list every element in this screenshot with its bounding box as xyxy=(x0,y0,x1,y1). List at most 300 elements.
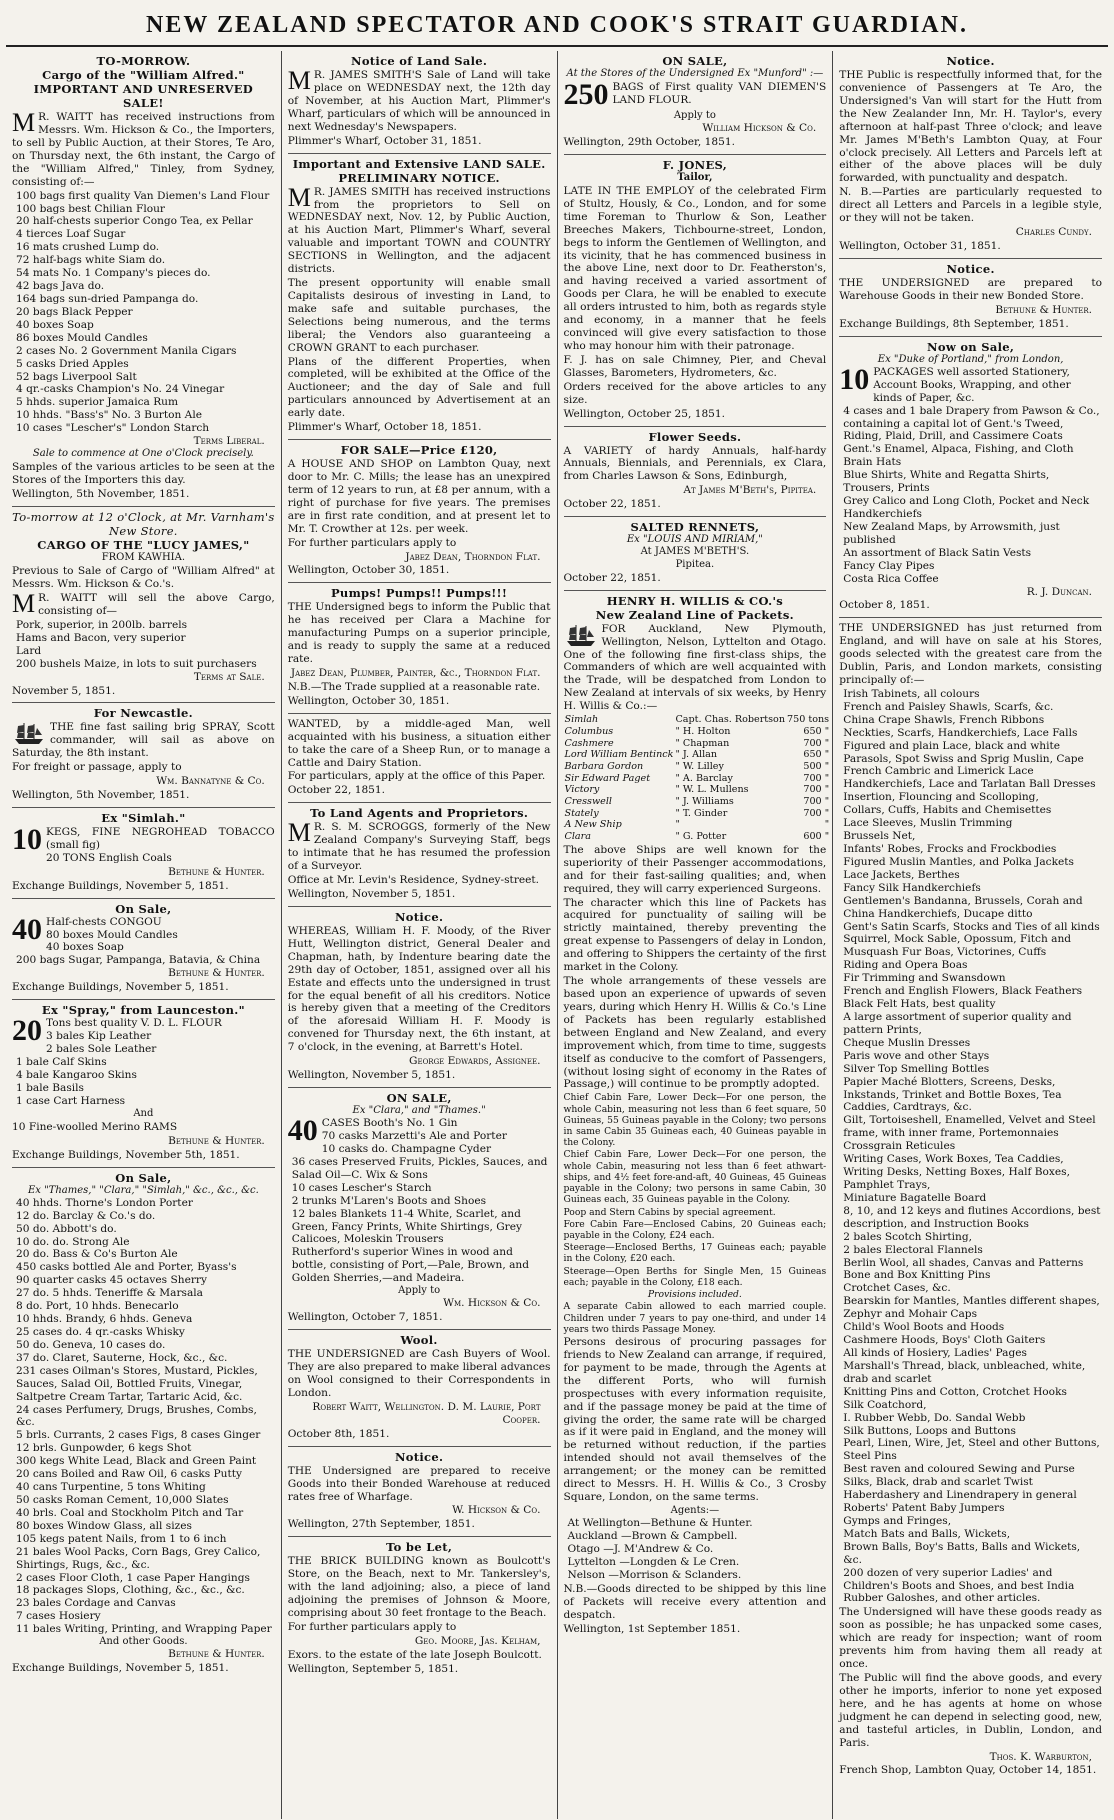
ad-body: Apply to xyxy=(673,109,716,121)
ad-body: N.B.—Goods directed to be shipped by this line of Packets will receive every attention and despatch. xyxy=(563,1582,827,1621)
ad-body: M R. WAITT will sell the above Cargo, consisting of— xyxy=(12,589,275,619)
list-item: 300 kegs White Lead, Black and Green Paint xyxy=(16,1455,257,1468)
list-item: French and Paisley Shawls, Scarfs, &c. xyxy=(843,700,1054,713)
list-item: An assortment of Black Satin Vests xyxy=(843,546,1032,559)
table-row xyxy=(564,819,831,831)
column-4 xyxy=(833,51,1108,1819)
big-number: 10 xyxy=(839,362,870,396)
ad-date: November 5, 1851. xyxy=(12,684,116,697)
ad-date: Wellington, 29th October, 1851. xyxy=(563,135,735,148)
list-item: Papier Maché Blotters, Screens, Desks, Inkstands, Trinket and Bottle Boxes, Tea Caddies, Cardtrays, &c. xyxy=(843,1075,1062,1114)
ad-title: Wool. xyxy=(400,1333,438,1348)
ad-body: Apply to xyxy=(398,1285,441,1297)
ad-body: WHEREAS, William H. F. Moody, of the River Hutt, Wellington district, General Dealer and Chapman, hath, by Indenture bearing date the 29th day of October, 1851, assigned over all his Estate and effects unto the undersigned in trust for the equal benefit of all his creditors. Notice is hereby given that a meeting of the Creditors of the aforesaid William H. F. Moody is convened for Thursday next, the 6th instant, at 7 o'clock, in the evening, at Barrett's Hotel. xyxy=(287,924,551,1054)
ship-name: Clara xyxy=(564,831,591,843)
list-item: Silk Buttons, Loops and Buttons xyxy=(843,1424,1016,1437)
list-item: 3 bales Kip Leather xyxy=(46,1030,152,1043)
list-item: 18 packages Slops, Clothing, &c., &c., &c. xyxy=(16,1584,245,1597)
ad-body: For particulars, apply at the office of this Paper. xyxy=(287,770,546,783)
ad-title: FOR SALE—Price £120, xyxy=(340,443,498,458)
ship-capt: " G. Potter xyxy=(675,831,727,843)
list-item: Fancy Clay Pipes xyxy=(843,559,935,572)
agents-list xyxy=(564,1517,827,1582)
ad-body: A HOUSE AND SHOP on Lambton Quay, next door to Mr. C. Mills; the lease has an unexpired term of 12 years to run, at £8 per annum, with a right of purchase for five years. The premises are in first rate condition, and at present let to Mr. T. Crowther at 12s. per week. xyxy=(287,458,551,535)
list-item: 100 bags best Chilian Flour xyxy=(16,202,165,215)
ad-body: F. J. has on sale Chimney, Pier, and Cheval Glasses, Barometers, Hydrometers, &c. xyxy=(563,353,827,379)
ship-tons: 750 tons xyxy=(787,714,830,726)
list-item: 36 cases Preserved Fruits, Pickles, Sauces, and Salad Oil—C. Wix & Sons xyxy=(291,1155,548,1181)
list-item: 231 cases Oilman's Stores, Mustard, Pickles, Sauces, Salad Oil, Bottled Fruits, Vinegar, Saltpetre Cream Tartar, Tartaric Acid, &c. xyxy=(16,1364,258,1403)
ad-ex-spray xyxy=(12,1000,275,1167)
list-item: Bearskin for Mantles, Mantles different shapes, Zephyr and Mohair Caps xyxy=(843,1295,1100,1321)
ad-subtitle: Ex "Clara," and "Thames." xyxy=(352,1104,486,1116)
item-list xyxy=(839,362,1102,586)
list-item: Silver Top Smelling Bottles xyxy=(843,1062,990,1075)
list-item: Grey Calico and Long Cloth, Pocket and Neck Handkerchiefs xyxy=(843,495,1090,520)
ad-notice-moody xyxy=(288,907,551,1088)
list-item: China Crape Shawls, French Ribbons xyxy=(843,713,1045,726)
ship-capt: " W. L. Mullens xyxy=(675,784,749,796)
ad-body: WANTED, by a middle-aged Man, well acquainted with his business, a situation either to take the care of a Sheep Run, or to manage a Cattle and Dairy Station. xyxy=(287,717,551,769)
list-item: 2 bales Electoral Flannels xyxy=(843,1243,983,1256)
ad-body: Plans of the different Properties, when completed, will be exhibited at the Office of the Auctioneer; and the day of Sale and full particulars announced by Advertisement at an early date. xyxy=(287,355,551,420)
ship-tons: " xyxy=(824,819,830,831)
item-list xyxy=(12,912,275,968)
ship-name: Cashmere xyxy=(564,737,614,749)
column-2 xyxy=(282,51,558,1819)
ad-ex-simlah xyxy=(12,808,275,899)
ad-subtitle: At the Stores of the Undersigned Ex "Munford" :— xyxy=(566,68,824,80)
list-item: 10 hhds. Brandy, 6 hhds. Geneva xyxy=(16,1313,193,1326)
list-item: Brussels Net, xyxy=(843,830,916,843)
list-item: 80 boxes Mould Candles xyxy=(46,928,178,941)
list-item: 10 casks do. Champagne Cyder xyxy=(321,1143,492,1155)
ad-subtitle: FROM KAWHIA. xyxy=(101,552,186,564)
drop-cap: M xyxy=(287,182,311,212)
ad-body: Persons desirous of procuring passages for friends to New Zealand can arrange, if required, for payment to be made, through the Agents at the different Ports, who will furnish prospectuses with every information requisite, and if the passage money be paid at the time of giving the order, the same rate will be charged as if it were paid in England, and the money will be returned without reduction, if the parties intended should not avail themselves of the arrangement; or the money can be remitted direct to Messrs. H. H. Willis & Co., 3 Crosby Square, London, on the same terms. xyxy=(563,1335,827,1504)
list-item: Hams and Bacon, very superior xyxy=(16,631,186,644)
ad-date: Exchange Buildings, November 5th, 1851. xyxy=(12,1148,240,1161)
list-item: 4 tierces Loaf Sugar xyxy=(16,228,126,241)
ad-body: The character which this line of Packets has acquired for punctuality of sailing will be strictly maintained, thereby preventing the great expense to Passengers of delay in London, and offering to Shippers the certainty of the first market in the Colony. xyxy=(563,896,827,974)
list-item: 70 casks Marzetti's Ale and Porter xyxy=(321,1130,507,1143)
ad-body: M R. S. M. SCROGGS, formerly of the New Zealand Company's Surveying Staff, begs to intimate that he has resumed the profession of a Surveyor. xyxy=(287,818,551,873)
ad-signature: R. J. Duncan. xyxy=(1026,585,1092,598)
ad-body: 10 KEGS, FINE NEGROHEAD TOBACCO (small fig) 20 TONS English Coals xyxy=(12,823,275,864)
list-item: All kinds of Hosiery, Ladies' Pages xyxy=(843,1346,1027,1359)
list-item: 40 cans Turpentine, 5 tons Whiting xyxy=(16,1481,206,1494)
list-item: Auckland —Brown & Campbell. xyxy=(567,1530,738,1543)
ship-name: Barbara Gordon xyxy=(564,760,644,772)
list-item: Crossgrain Reticules xyxy=(843,1140,956,1153)
list-item: Miniature Bagatelle Board xyxy=(843,1191,987,1204)
list-item: 20 cans Boiled and Raw Oil, 6 casks Putty xyxy=(16,1468,243,1481)
ship-capt: " A. Barclay xyxy=(675,772,733,784)
ad-title: ON SALE, xyxy=(662,54,728,68)
ad-title: Pumps! Pumps!! Pumps!!! xyxy=(330,586,508,601)
list-item: 5 casks Dried Apples xyxy=(16,357,129,370)
ad-body: THE UNDERSIGNED are prepared to Warehouse Goods in their new Bonded Store. xyxy=(839,276,1102,302)
ad-subtitle: Ex "Duke of Portland," from London, xyxy=(877,353,1064,365)
ad-date: Plimmer's Wharf, October 18, 1851. xyxy=(287,421,482,434)
list-item: 50 do. Abbott's do. xyxy=(16,1222,117,1235)
ad-date: Wellington, 5th November, 1851. xyxy=(12,789,190,802)
ad-notice-warehouse xyxy=(839,259,1102,337)
list-item: Parasols, Spot Swiss and Sprig Muslin, Cape xyxy=(843,752,1084,765)
agents-title: Agents:— xyxy=(670,1504,720,1516)
ship-tons: 700 " xyxy=(803,737,830,749)
list-item: Gilt, Tortoiseshell, Enamelled, Velvet and Steel frame, with inner frame, Portemonnaies xyxy=(843,1114,1096,1140)
list-item: 5 hhds. superior Jamaica Rum xyxy=(16,396,179,409)
ad-title: Notice of Land Sale. xyxy=(351,54,488,68)
list-item: Blue Shirts, White and Regatta Shirts, Trousers, Prints xyxy=(843,469,1050,495)
list-item: 52 bags Liverpool Salt xyxy=(16,370,137,383)
ad-title: HENRY H. WILLIS & CO.'s xyxy=(606,593,784,608)
list-item: Infants' Robes, Frocks and Frockbodies xyxy=(843,843,1057,856)
ad-date: Wellington, November 5, 1851. xyxy=(287,887,456,900)
ad-and: And xyxy=(133,1107,154,1119)
ad-date: Wellington, October 30, 1851. xyxy=(287,564,450,577)
ad-date: Wellington, October 7, 1851. xyxy=(287,1311,443,1324)
ad-f-jones xyxy=(564,155,827,427)
ad-subtitle: Ex "Thames," "Clara," "Simlah," &c., &c., &c. xyxy=(27,1184,259,1196)
list-item: Marshall's Thread, black, unbleached, white, drab and scarlet xyxy=(843,1359,1086,1385)
list-item: PACKAGES well assorted Stationery, Account Books, Wrapping, and other kinds of Paper, &c. xyxy=(873,365,1071,404)
ad-body: M R. WAITT has received instructions from Messrs. Wm. Hickson & Co., the Importers, to sell by Public Auction, at their Stores, Te Aro, on Thursday next, the 6th instant, the Cargo of the "William Alfred," Tinley, from Sydney, consisting of:— xyxy=(12,108,275,188)
list-item: Lace Jackets, Berthes xyxy=(843,868,960,881)
ad-body: THE Undersigned begs to inform the Public that he has received per Clara a Machine for manufacturing Pumps on a superior principle, and is ready to supply the same at a reduced rate. xyxy=(287,601,551,666)
list-item: Paris wove and other Stays xyxy=(843,1049,990,1062)
table-row xyxy=(564,808,831,820)
ad-signature: Bethune & Hunter. xyxy=(168,1648,265,1661)
ad-notice-land-sale xyxy=(288,51,551,154)
fare-note: Chief Cabin Fare, Lower Deck—For one person, the whole Cabin, measuring not less than 6 feet athwart-ships, and 4½ feet fore-and-aft, 40 Guineas, 45 Guineas payable in the Colony; two persons in same Cabin, 30 Guineas each, 35 Guineas payable in the Colony. xyxy=(563,1149,827,1206)
ad-for-newcastle xyxy=(12,703,275,808)
ship-name: Stately xyxy=(564,807,599,819)
ship-name: Cresswell xyxy=(564,796,612,808)
ad-date: Wellington, October 25, 1851. xyxy=(563,407,726,420)
ship-capt: " Chapman xyxy=(675,737,730,749)
list-item: Pearl, Linen, Wire, Jet, Steel and other Buttons, Steel Pins xyxy=(843,1437,1100,1463)
ad-body: The present opportunity will enable small Capitalists desirous of investing in Land, to make safe and suitable purchases, the Selections being numerous, and the terms liberal; the Vendors also guaranteeing a CROWN GRANT to each purchaser. xyxy=(287,277,551,354)
list-item: Child's Wool Boots and Hoods xyxy=(843,1321,1005,1334)
list-item: Writing Cases, Work Boxes, Tea Caddies, Writing Desks, Netting Boxes, Half Boxes, Pamphlet Trays, xyxy=(843,1153,1070,1191)
item-list xyxy=(12,1197,275,1636)
ad-body: 10 Fine-woolled Merino RAMS xyxy=(12,1120,178,1133)
ad-body: THE fine fast sailing brig SPRAY, Scott commander, will sail as above on Saturday, the 8th instant. xyxy=(12,721,275,760)
ships-table xyxy=(564,714,831,843)
ad-body: The Undersigned will have these goods ready as soon as possible; he has unpacked some cases, which are ready for inspection; want of room prevents him from having them all ready at once. xyxy=(839,1606,1102,1671)
ad-warburton xyxy=(839,618,1102,1782)
drop-cap: M xyxy=(12,108,36,138)
item-list xyxy=(12,1014,275,1107)
ad-for-sale-house xyxy=(288,440,551,583)
list-item: Lyttelton —Longden & Le Cren. xyxy=(567,1555,740,1568)
ad-land-sale xyxy=(288,154,551,441)
list-item: 164 bags sun-dried Pampanga do. xyxy=(16,292,199,305)
ad-title: Notice. xyxy=(946,54,995,68)
column-3 xyxy=(558,51,834,1819)
ship-capt: " H. Holton xyxy=(675,725,731,737)
ad-on-sale-thames xyxy=(12,1168,275,1681)
ship-capt: " T. Ginder xyxy=(675,807,728,819)
ad-date: French Shop, Lambton Quay, October 14, 1851. xyxy=(839,1764,1097,1777)
list-item: Collars, Cuffs, Habits and Chemisettes xyxy=(843,804,1052,817)
ad-date: Exchange Buildings, November 5, 1851. xyxy=(12,879,229,892)
list-item: 2 bales Sole Leather xyxy=(46,1043,157,1056)
list-item: Haberdashery and Linendrapery in general xyxy=(843,1489,1077,1502)
list-item: 40 boxes Soap xyxy=(46,941,124,954)
list-item: 8, 10, and 12 keys and flutines Accordions, best description, and Instruction Books xyxy=(843,1204,1101,1230)
ad-subtitle: At JAMES M'BETH'S. xyxy=(640,546,750,558)
list-item: A large assortment of superior quality and pattern Prints, xyxy=(843,1011,1072,1036)
list-item: Riding and Opera Boas xyxy=(843,959,968,972)
list-item: 4 cases and 1 bale Drapery from Pawson & Co., containing a capital lot of Gent.'s Tweed, Riding, Plaid, Drill, and Cassimere Coats xyxy=(843,404,1100,443)
list-item: Gent's Satin Scarfs, Stocks and Ties of all kinds xyxy=(843,920,1100,933)
ad-signature: Thos. K. Warburton, xyxy=(989,1750,1092,1763)
ad-date: Wellington, October 30, 1851. xyxy=(287,694,450,707)
ad-title: Now on Sale, xyxy=(927,339,1015,354)
list-item: 1 bale Basils xyxy=(16,1081,84,1094)
table-row xyxy=(564,738,831,750)
list-item: Neckties, Scarfs, Handkerchiefs, Lace Falls xyxy=(843,726,1078,739)
list-item: 86 boxes Mould Candles xyxy=(16,331,148,344)
ad-signature: William Hickson & Co. xyxy=(702,121,817,134)
list-item: 10 cases "Lescher's" London Starch xyxy=(16,422,210,435)
list-item: Pork, superior, in 200lb. barrels xyxy=(16,618,188,631)
list-item: 2 cases Floor Cloth, 1 case Paper Hangings xyxy=(16,1571,250,1584)
list-item: 12 bales Blankets 11-4 White, Scarlet, and Green, Fancy Prints, White Shirtings, Grey Calicoes, Moleskin Trousers xyxy=(291,1207,522,1246)
ad-body: For further particulars apply to xyxy=(287,536,457,549)
ad-body: Exors. to the estate of the late Joseph Boulcott. xyxy=(287,1648,542,1661)
ad-subtitle: Ex "LOUIS AND MIRIAM," xyxy=(626,534,763,546)
big-number: 40 xyxy=(12,912,42,946)
ship-tons: 500 " xyxy=(803,760,830,772)
list-item: Silk Coatchord, xyxy=(843,1398,927,1411)
ad-title: F. JONES, xyxy=(662,157,728,172)
ad-signature: Bethune & Hunter. xyxy=(168,865,265,878)
ad-to-be-let xyxy=(288,1537,551,1680)
big-number: 20 xyxy=(12,1014,42,1048)
ship-capt: " xyxy=(675,819,680,831)
fare-note: Fore Cabin Fare—Enclosed Cabins, 20 Guineas each; payable in the Colony, £24 each. xyxy=(563,1218,827,1242)
ad-signature: Wm. Bannatyne & Co. xyxy=(156,775,265,788)
list-item: 54 mats No. 1 Company's pieces do. xyxy=(16,267,211,280)
ad-wool xyxy=(288,1330,551,1446)
ad-date: October 22, 1851. xyxy=(563,571,661,584)
list-item: Otago —J. M'Andrew & Co. xyxy=(567,1543,714,1555)
list-item: 50 casks Roman Cement, 10,000 Slates xyxy=(16,1493,229,1506)
ad-body: The whole arrangements of these vessels are based upon an experience of upwards of seven years, during which Henry H. Willis & Co.'s Line of Packets has been regularly established between England and New Zealand, and every improvement which, from time to time, suggests itself as conducive to the comfort of Passengers, (without losing sight of economy in the Rates of Passage,) will continue to be promptly adopted. xyxy=(563,975,827,1091)
ship-tons: 700 " xyxy=(803,784,830,796)
ad-date: Wellington, 5th November, 1851. xyxy=(12,488,190,501)
ad-title: On Sale, xyxy=(115,901,172,916)
ship-icon xyxy=(12,721,46,745)
list-item: 10 cases Lescher's Starch xyxy=(291,1181,432,1194)
list-item: Berlin Wool, all shades, Canvas and Patterns xyxy=(843,1256,1084,1269)
masthead: NEW ZEALAND SPECTATOR AND COOK'S STRAIT GUARDIAN. xyxy=(6,8,1108,47)
list-item: 20 bags Black Pepper xyxy=(16,305,133,318)
ad-body: The Public will find the above goods, and every other he imports, inferior to none yet exposed here, and he has agents at home on whose judgment he can depend in selecting good, new, and tasteful articles, in Dublin, London, and Paris. xyxy=(839,1672,1102,1749)
ad-terms: Terms at Sale. xyxy=(193,670,265,683)
ad-signature: Robert Waitt, Wellington. D. M. Laurie, Port Cooper. xyxy=(312,1400,541,1426)
table-row xyxy=(564,831,831,843)
ad-body: LATE IN THE EMPLOY of the celebrated Firm of Stultz, Hously, & Co., London, and for some time Foreman to Thurlow & Son, Leather Breeches Makers, Tichbourne-street, London, begs to inform the Gentlemen of Wellington, and its vicinity, that he has commenced business in the above Line, next door to Dr. Featherston's, and having received a varied assortment of Goods per Clara, he will be enabled to execute all orders intrusted to him, both as regards style and economy, in a manner that he feels convinced will give every satisfaction to those who may honour him with their patronage. xyxy=(563,184,827,352)
ad-date: Wellington, November 5, 1851. xyxy=(287,1069,456,1082)
list-item: At Wellington—Bethune & Hunter. xyxy=(567,1517,753,1530)
ad-body: M R. JAMES SMITH has received instructions from the proprietors to Sell on WEDNESDAY next, Nov. 12, by Public Auction, at his Auction Mart, Plimmer's Wharf, several valuable and important TOWN and COUNTRY SECTIONS in Wellington, and the adjacent districts. xyxy=(287,182,551,276)
ad-body: The above Ships are well known for the superiority of their Passenger accommodations, and for their fast-sailing qualities; and, when required, they will carry experienced Surgeons. xyxy=(563,843,827,895)
list-item: 10 hhds. "Bass's" No. 3 Burton Ale xyxy=(16,409,202,422)
ship-icon xyxy=(564,623,598,647)
ship-name: A New Ship xyxy=(564,819,622,831)
ad-duke-of-portland xyxy=(839,337,1102,619)
list-item: 42 bags Java do. xyxy=(16,280,105,293)
ad-body: A VARIETY of hardy Annuals, half-hardy Annuals, Biennials, and Perennials, ex Clara, from Charles Lawson & Sons, Edinburgh, xyxy=(563,444,827,483)
ship-name: Simlah xyxy=(564,714,599,726)
list-item: Brown Balls, Boy's Batts, Balls and Wickets, &c. xyxy=(843,1540,1081,1566)
list-item: 4 bale Kangaroo Skins xyxy=(16,1068,137,1081)
ad-notice-bonded xyxy=(288,1447,551,1538)
big-number: 250 xyxy=(563,78,609,112)
ad-and: And other Goods. xyxy=(99,1636,188,1648)
list-item: Nelson —Morrison & Sclanders. xyxy=(567,1568,742,1581)
list-item: 90 quarter casks 45 octaves Sherry xyxy=(16,1274,207,1287)
fare-note: Chief Cabin Fare, Lower Deck—For one person, the whole Cabin, measuring not less than 6 feet square, 50 Guineas, 55 Guineas payable in the Colony; two persons in same Cabin 35 Guineas each, 40 Guineas payable in the Colony. xyxy=(563,1092,827,1149)
list-item: French Cambric and Limerick Lace Handkerchiefs, Lace and Tarlatan Ball Dresses xyxy=(843,765,1096,791)
list-item: CASES Booth's No. 1 Gin xyxy=(321,1117,458,1130)
ad-title: TO-MORROW. xyxy=(96,54,191,68)
list-item: Cashmere Hoods, Boys' Cloth Gaiters xyxy=(843,1334,1046,1347)
ad-date: Wellington, September 5, 1851. xyxy=(287,1662,459,1675)
ad-on-sale-gin xyxy=(288,1088,551,1330)
ad-body: THE UNDERSIGNED has just returned from England, and will have on sale at his Stores, goods selected with the greatest care from the Dublin, Paris, and London markets, consisting principally of:— xyxy=(839,622,1102,687)
ad-subtitle: PRELIMINARY NOTICE. xyxy=(338,170,500,185)
list-item: French and English Flowers, Black Feathers xyxy=(843,985,1083,998)
ad-date: Wellington, October 31, 1851. xyxy=(839,240,1001,252)
ad-title: Ex "Spray," from Launceston." xyxy=(41,1003,245,1018)
ad-date: Exchange Buildings, 8th September, 1851. xyxy=(839,317,1069,330)
list-item: Match Bats and Balls, Wickets, xyxy=(843,1527,1011,1540)
ship-capt: " W. Lilley xyxy=(675,760,724,772)
item-list xyxy=(287,1114,551,1285)
list-item: Fir Trimming and Swansdown xyxy=(843,972,1006,985)
ad-on-sale-flour xyxy=(564,51,827,155)
list-item: Half-chests CONGOU xyxy=(46,915,162,928)
column-1 xyxy=(6,51,282,1819)
item-list xyxy=(12,619,275,671)
list-item: 21 bales Wool Packs, Corn Bags, Grey Calico, Shirtings, Rugs, &c., &c. xyxy=(16,1545,261,1571)
ad-signature: Jabez Dean, Plumber, Painter, &c., Thorndon Flat. xyxy=(290,667,541,680)
ad-signature: George Edwards, Assignee. xyxy=(409,1055,541,1068)
ad-title: ON SALE, xyxy=(386,1090,452,1105)
table-row xyxy=(564,773,831,785)
list-item: 12 do. Barclay & Co.'s do. xyxy=(16,1209,156,1222)
list-item: 23 bales Cordage and Canvas xyxy=(16,1597,176,1610)
fare-note: Steerage—Enclosed Berths, 17 Guineas each; payable in the Colony, £20 each. xyxy=(563,1242,827,1265)
table-row xyxy=(564,796,831,808)
list-item: Crotchet Cases, &c. xyxy=(843,1282,951,1295)
list-item: Cheque Muslin Dresses xyxy=(843,1036,971,1049)
list-item: 200 bushels Maize, in lots to suit purchasers xyxy=(16,657,257,670)
ad-date: Wellington, 1st September 1851. xyxy=(563,1622,741,1635)
ad-william-alfred xyxy=(12,51,275,507)
list-item: 200 dozen of very superior Ladies' and Children's Boots and Shoes, and best India Rubber Galoshes, and other articles. xyxy=(843,1566,1075,1605)
ad-lucy-james xyxy=(12,507,275,703)
item-list xyxy=(839,688,1102,1605)
table-row xyxy=(564,726,831,738)
list-item: 80 boxes Window Glass, all sizes xyxy=(16,1519,192,1532)
ad-willis-packets xyxy=(563,591,830,1641)
ship-tons: 650 " xyxy=(803,725,830,737)
ad-title: To Land Agents and Proprietors. xyxy=(310,806,529,821)
ad-terms: Terms Liberal. xyxy=(193,435,265,448)
table-row xyxy=(564,714,831,726)
list-item: 200 bags Sugar, Pampanga, Batavia, & China xyxy=(16,954,261,967)
list-item: Fancy Silk Handkerchiefs xyxy=(843,881,981,894)
list-item: 450 casks bottled Ale and Porter, Byass's xyxy=(16,1261,237,1274)
ship-name: Victory xyxy=(564,784,600,796)
ad-signature: Jabez Dean, Thorndon Flat. xyxy=(405,550,541,563)
ad-title: For Newcastle. xyxy=(93,706,193,721)
list-item: 100 bags first quality Van Diemen's Land Flour xyxy=(16,189,270,202)
ad-title: Notice. xyxy=(946,261,995,276)
ad-date: October 22, 1851. xyxy=(287,784,386,797)
ship-name: Lord William Bentinck xyxy=(564,749,674,761)
ad-flower-seeds xyxy=(564,427,827,518)
ad-title: Flower Seeds. xyxy=(648,429,742,444)
ship-tons: 700 " xyxy=(803,796,830,808)
ad-signature: Bethune & Hunter. xyxy=(168,1134,265,1147)
list-item: Bone and Box Knitting Pins xyxy=(843,1269,991,1282)
ad-subtitle: IMPORTANT AND UNRESERVED SALE! xyxy=(33,82,254,111)
ad-date: October 8, 1851. xyxy=(839,599,930,612)
drop-cap: M xyxy=(12,589,36,619)
fare-note: Provisions included. xyxy=(647,1289,742,1301)
ad-title: Important and Extensive LAND SALE. xyxy=(292,156,546,171)
list-item: Gymps and Fringes, xyxy=(843,1514,952,1527)
list-item: Rutherford's superior Wines in wood and bottle, consisting of Port,—Pale, Brown, and Golden Sherries,—and Madeira. xyxy=(291,1246,529,1285)
ship-name: Sir Edward Paget xyxy=(564,772,651,784)
list-item: Figured Muslin Mantles, and Polka Jackets xyxy=(843,855,1074,868)
list-item: New Zealand Maps, by Arrowsmith, just published xyxy=(843,520,1060,546)
ad-body: THE Undersigned are prepared to receive Goods into their Bonded Warehouse at reduced rates free of Wharfage. xyxy=(287,1464,551,1503)
ad-note: Previous to Sale of Cargo of "William Alfred" at Messrs. Wm. Hickson & Co.'s. xyxy=(12,565,275,591)
list-item: Lard xyxy=(16,644,42,657)
ad-title: To be Let, xyxy=(386,1540,453,1555)
table-row xyxy=(564,784,831,796)
list-item: 2 cases No. 2 Government Manila Cigars xyxy=(16,344,237,357)
list-item: 7 cases Hosiery xyxy=(16,1610,101,1623)
ad-signature: Bethune & Hunter. xyxy=(168,967,265,980)
list-item: Tons best quality V. D. L. FLOUR xyxy=(46,1017,222,1030)
ad-body: THE BRICK BUILDING known as Boulcott's Store, on the Beach, next to Mr. Tankersley's, with the land adjoining; also, a piece of land adjoining the premises of Johnson & Moore, comprising about 30 feet frontage to the Beach. xyxy=(287,1555,551,1619)
list-item: Insertion, Flouncing and Scolloping, xyxy=(843,791,1039,804)
list-item: 20 half-chests superior Congo Tea, ex Pellar xyxy=(16,215,253,228)
list-item: 72 half-bags white Siam do. xyxy=(16,254,166,267)
ad-body: THE UNDERSIGNED are Cash Buyers of Wool. They are also prepared to make liberal advances on Wool consigned to their Correspondents in London. xyxy=(287,1348,551,1399)
ad-date: Exchange Buildings, November 5, 1851. xyxy=(12,1662,229,1675)
ad-date: October 8th, 1851. xyxy=(287,1427,390,1440)
list-item: Best raven and coloured Sewing and Purse Silks, Black, drab and scarlet Twist xyxy=(843,1463,1075,1489)
fare-note: Steerage—Open Berths for Single Men, 15 Guineas each; payable in the Colony, £18 each. xyxy=(563,1265,827,1288)
ad-subtitle: CARGO OF THE "LUCY JAMES," xyxy=(37,538,250,553)
list-item: Black Felt Hats, best quality xyxy=(843,998,996,1011)
ad-subtitle: New Zealand Line of Packets. xyxy=(595,607,794,622)
table-row xyxy=(564,761,831,773)
columns xyxy=(6,51,1108,1819)
fare-note: Poop and Stern Cabins by special agreement. xyxy=(563,1206,776,1218)
